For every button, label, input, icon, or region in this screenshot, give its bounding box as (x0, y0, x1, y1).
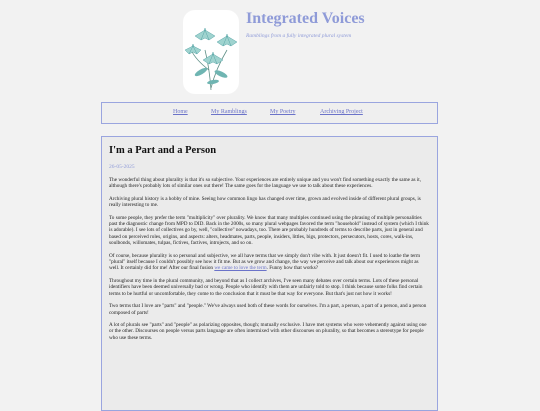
site-logo[interactable] (183, 10, 239, 94)
site-title[interactable]: Integrated Voices (246, 10, 365, 27)
nav-poetry-link[interactable]: My Poetry (270, 109, 296, 115)
article-paragraph: Two terms that I love are "parts" and "people." We've always used both of these words for ourselves. I'm a part, a person, a part of a person, and a person composed of parts! (109, 303, 427, 316)
nav-ramblings-link[interactable]: My Ramblings (211, 109, 247, 115)
came-to-love-link[interactable]: we came to love the term (214, 265, 267, 272)
main-nav (101, 102, 438, 124)
article-title: I'm a Part and a Person (109, 145, 217, 156)
lily-flower-icon (183, 10, 239, 94)
paragraph-text: . Funny how that works? (266, 265, 319, 272)
article-paragraph (109, 253, 430, 272)
article-paragraph: Throughout my time in the plural community, and beyond that as I collect archives, I've seen many debates over certain terms. Lots of these personal identifiers have been deemed universally bad or wrong. People who identify with them are unfairly told to stop. I think because some folks find certain terms to be hurtful or uncomfortable, they come to the conclusion that it must be that way for everyone. But that's just not how it works! (109, 277, 423, 297)
site-tagline: Ramblings from a fully integrated plural system (246, 33, 352, 39)
article-date: 26-05-2025 (109, 164, 135, 170)
nav-home-link[interactable]: Home (173, 109, 188, 115)
article-paragraph: Archiving plural history is a hobby of mine. Seeing how common lingo has changed over time, grown and evolved inside of different plural groups, is really interesting to me. (109, 195, 421, 209)
nav-archiving-link[interactable]: Archiving Project (320, 109, 363, 115)
article-paragraph: A lot of plurals see "parts" and "people" as polarizing opposites, though; mutually exclusive. I have met systems who were vehemently against using one or the other. Discourses on people versus parts language are often intermixed with other discourses on plurality, so that becomes a stereotype for people who use these terms. (109, 321, 427, 341)
article-paragraph: The wonderful thing about plurality is that it's so subjective. Your experiences are entirely unique and you won't find something exactly the same as it, although there's probably lots of similar ones out there! The same goes for the language we use to talk about these experiences. (109, 177, 422, 190)
article-paragraph: To some people, they prefer the term "multiplicity" over plurality. We know that many multiples continued using the phrasing of multiple personalities past the diagnostic change from MPD to DID. Back in the 2000s, so many plural webpages favored the term "household" instead of system (which I think is adorable). I see lots of collectives go by, well, "collective" nowadays, too. There are probably hundreds of terms to describe parts, just in general and based on perceived roles, origins, and aspects: alters, headmates, parts, people, insiders, littles, bigs, protectors, persecutors, hosts, cores, walk-ins, soulbonds, willomates, tulpas, fictives, factives, introjects, and so on. (109, 214, 429, 247)
article (101, 136, 438, 411)
paragraph-text: Of course, because plurality is so personal and subjective, we all have terms that we simply don't vibe with. It just doesn't fit. I used to loathe the term "plural" itself because I couldn't possibly see how it fit me. But as we grow and change, the way we perceive and talk about our experiences might as well. It certainly did for me! After our final fusion (109, 252, 421, 272)
